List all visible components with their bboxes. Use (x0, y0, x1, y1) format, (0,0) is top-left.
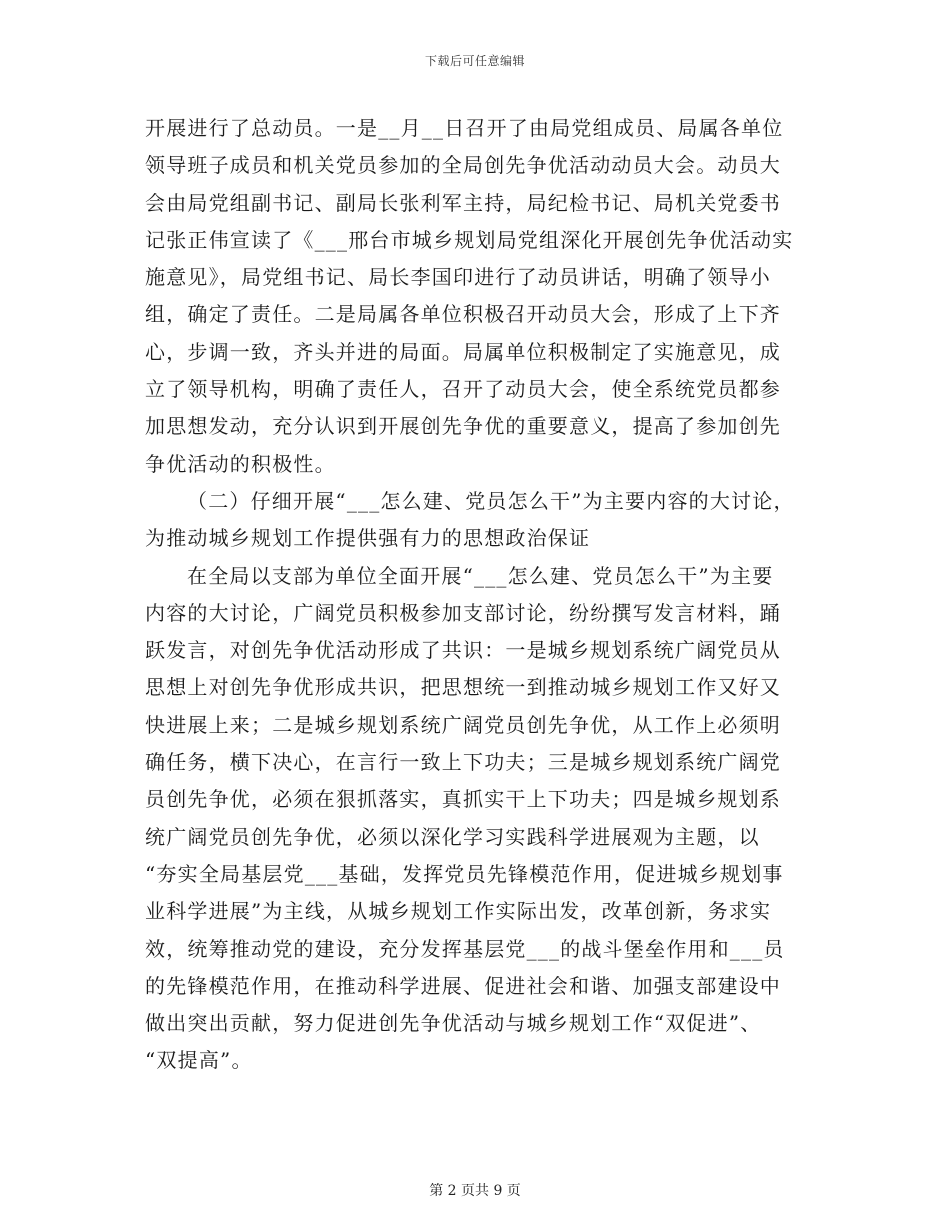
text-line: “夯实全局基层党___基础，发挥党员先锋模范作用，促进城乡规划事 (145, 861, 784, 886)
text-line: 统广阔党员创先争优，必须以深化学习实践科学进展观为主题，以 (145, 824, 760, 849)
text-line: 开展进行了总动员。一是__月__日召开了由局党组成员、局属各单位 (145, 116, 784, 140)
text-line: 在全局以支部为单位全面开展“___怎么建、党员怎么干”为主要 (187, 563, 774, 588)
text-line: 跃发言，对创先争优活动形成了共识：一是城乡规划系统广阔党员从 (145, 638, 781, 663)
text-line: 确任务，横下决心，在言行一致上下功夫；三是城乡规划系统广阔党 (145, 750, 781, 775)
text-line: 争优活动的积极性。 (145, 451, 336, 476)
text-line: 记张正伟宣读了《___邢台市城乡规划局党组深化开展创先争优活动实 (145, 227, 794, 252)
text-line: 加思想发动，充分认识到开展创先争优的重要意义，提高了参加创先 (145, 414, 781, 439)
text-line: 的先锋模范作用，在推动科学进展、促进社会和谐、加强支部建设中 (145, 973, 781, 998)
page-footer: 第 2 页共 9 页 (429, 1183, 521, 1199)
text-line: （二）仔细开展“___怎么建、党员怎么干”为主要内容的大讨论， (187, 488, 795, 513)
text-line: 领导班子成员和机关党员参加的全局创先争优活动动员大会。动员大 (145, 153, 781, 178)
text-line: 立了领导机构，明确了责任人，召开了动员大会，使全系统党员都参 (145, 377, 781, 402)
page-header: 下载后可任意编辑 (424, 54, 525, 68)
text-line: 快进展上来；二是城乡规划系统广阔党员创先争优，从工作上必须明 (145, 712, 781, 737)
text-line: 施意见》，局党组书记、局长李国印进行了动员讲话，明确了领导小 (145, 265, 771, 290)
text-line: 效，统筹推动党的建设，充分发挥基层党___的战斗堡垒作用和___员 (145, 936, 785, 961)
text-line: 为推动城乡规划工作提供强有力的思想政治保证 (145, 526, 591, 551)
text-line: “双提高”。 (145, 1048, 253, 1073)
text-line: 做出突出贡献，努力促进创先争优活动与城乡规划工作“双促进”、 (145, 1011, 762, 1036)
text-line: 业科学进展”为主线，从城乡规划工作实际出发，改革创新，务求实 (145, 899, 772, 924)
text-line: 心，步调一致，齐头并进的局面。局属单位积极制定了实施意见，成 (145, 339, 781, 364)
text-line: 会由局党组副书记、副局长张利军主持，局纪检书记、局机关党委书 (145, 190, 781, 215)
text-line: 思想上对创先争优形成共识，把思想统一到推动城乡规划工作又好又 (145, 675, 781, 700)
document-body (145, 110, 810, 1080)
text-line: 内容的大讨论，广阔党员积极参加支部讨论，纷纷撰写发言材料，踊 (145, 600, 781, 625)
text-line: 组，确定了责任。二是局属各单位积极召开动员大会，形成了上下齐 (145, 302, 781, 327)
text-line: 员创先争优，必须在狠抓落实，真抓实干上下功夫；四是城乡规划系 (145, 787, 781, 812)
